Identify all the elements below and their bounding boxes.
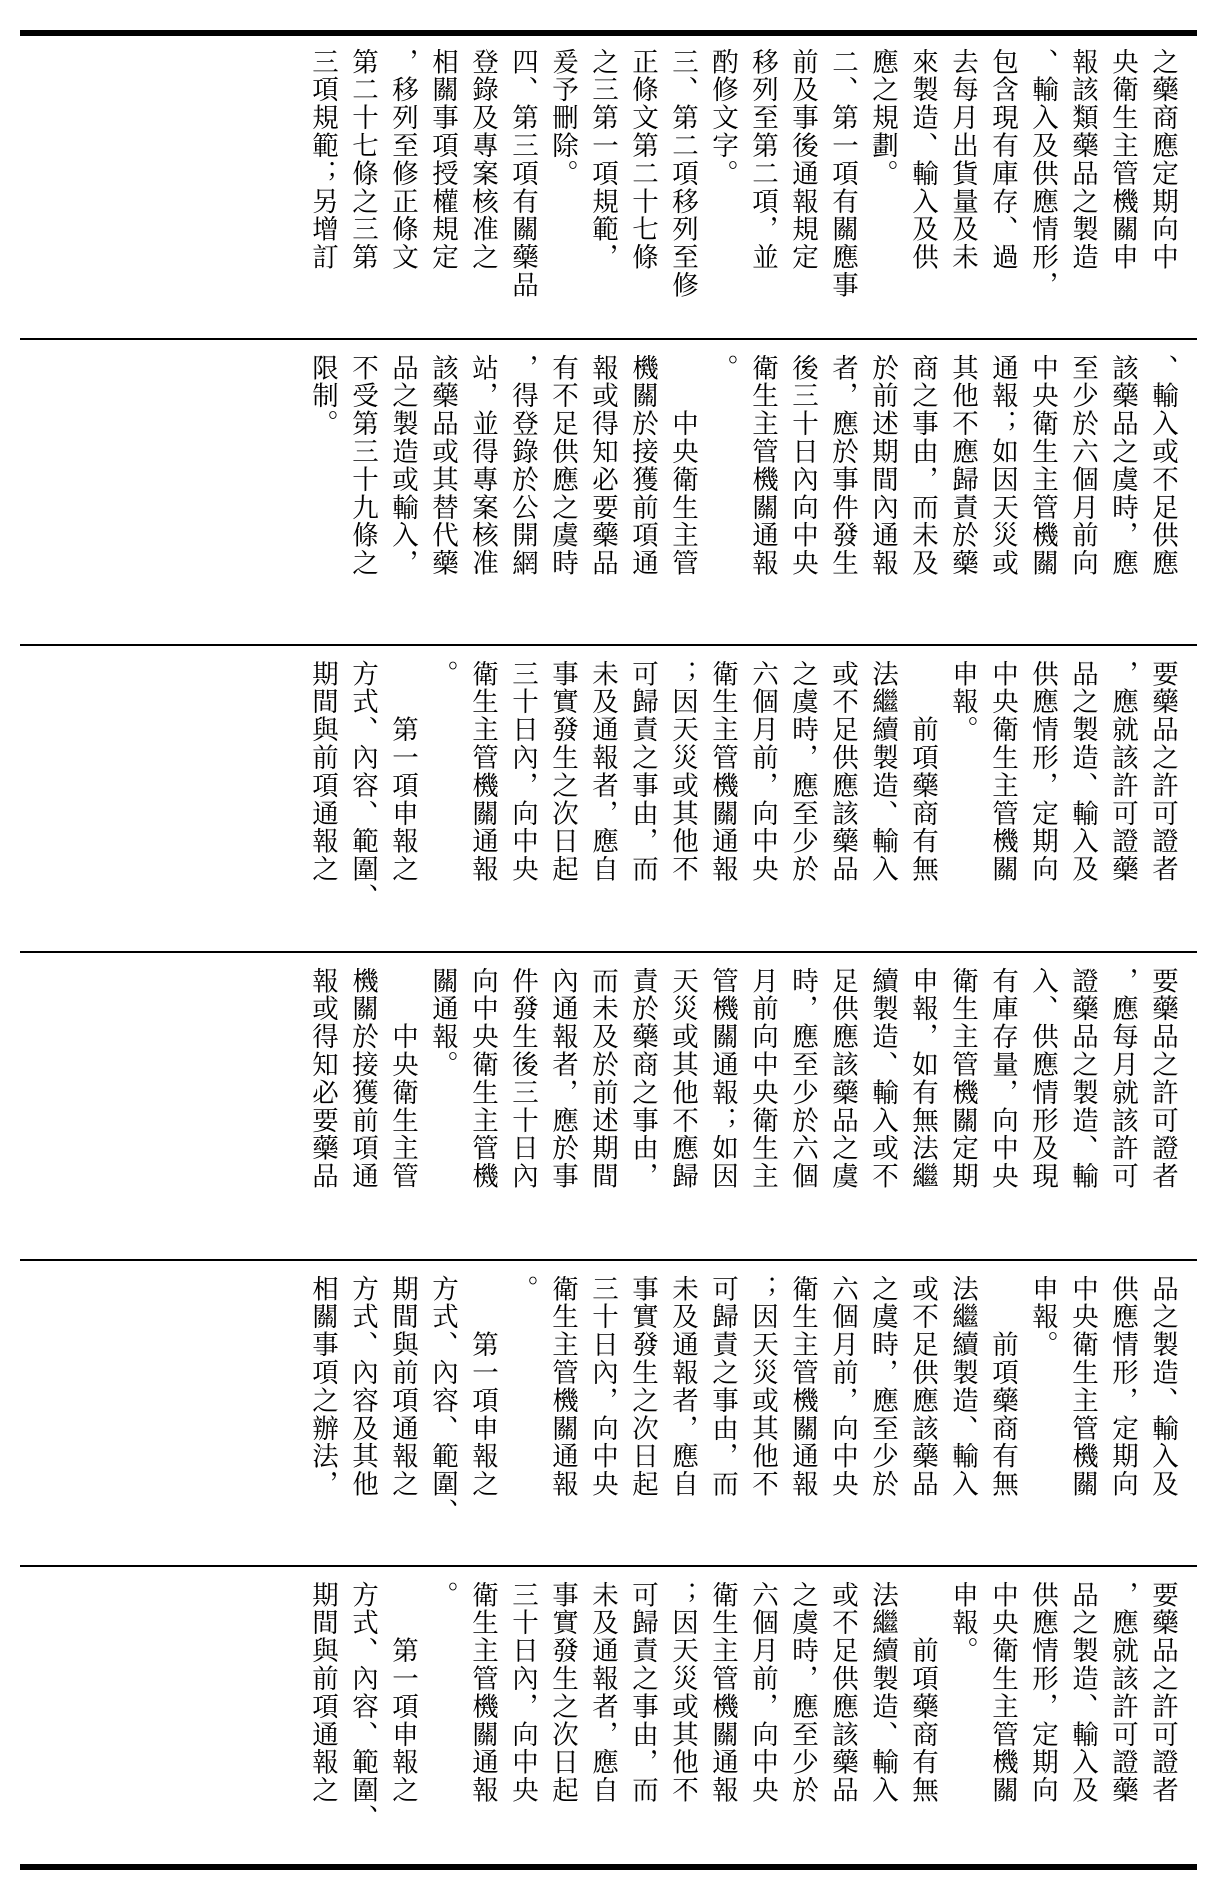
text-column: 其他不應歸責於藥 (947, 354, 978, 578)
text-column: 衛生主管機關通報 (707, 660, 738, 884)
text-column: ，應就該許可證藥 (1107, 660, 1138, 884)
text-column: 。 (507, 1275, 538, 1303)
text-column: 報該類藥品之製造 (1067, 48, 1098, 272)
band-text (302, 1275, 1182, 1560)
text-column: 方式、內容及其他 (347, 1275, 378, 1499)
text-column: 第一項申報之 (387, 660, 418, 884)
text-column: 或不足供應該藥品 (827, 1581, 858, 1805)
text-column: 第一項申報之 (467, 1275, 498, 1499)
text-column: 中央衛生主管機關 (1027, 354, 1058, 578)
text-column: 衛生主管機關通報 (787, 1275, 818, 1499)
text-column: 期間與前項通報之 (387, 1275, 418, 1499)
text-column: 件發生後三十日內 (507, 967, 538, 1191)
band-text (302, 1581, 1182, 1866)
document-page (20, 34, 1197, 1864)
text-band-4 (20, 953, 1197, 1258)
text-column: 央衛生主管機關申 (1107, 48, 1138, 272)
text-column: 應之規劃。 (867, 48, 898, 188)
text-column: 向中央衛生主管機 (467, 967, 498, 1191)
text-column: 前項藥商有無 (907, 1581, 938, 1805)
text-column: 限制。 (307, 354, 338, 438)
text-column: 衛生主管機關通報 (547, 1275, 578, 1499)
text-column: 至少於六個月前向 (1067, 354, 1098, 578)
text-column: 之三第一項規範， (587, 48, 618, 272)
text-column: 。 (427, 1581, 458, 1609)
band-text (302, 967, 1182, 1252)
text-column: 相關事項之辦法， (307, 1275, 338, 1499)
text-column: 酌修文字。 (707, 48, 738, 188)
text-column: 入、供應情形及現 (1027, 967, 1058, 1191)
text-column: 中央衛生主管機關 (987, 1581, 1018, 1805)
text-column: 六個月前，向中央 (747, 1581, 778, 1805)
text-column: 可歸責之事由，而 (627, 660, 658, 884)
text-column: 於前述期間內通報 (867, 354, 898, 578)
text-column: 、輸入及供應情形， (1027, 48, 1058, 300)
text-column: 責於藥商之事由， (627, 967, 658, 1191)
text-column: 中央衛生主管機關 (987, 660, 1018, 884)
text-column: 三十日內，向中央 (507, 660, 538, 884)
text-column: 正條文第二十七條 (627, 48, 658, 272)
text-column: 衛生主管機關通報 (467, 660, 498, 884)
text-column: 品之製造或輸入， (387, 354, 418, 578)
text-band-1 (20, 34, 1197, 339)
text-column: 供應情形，定期向 (1027, 1581, 1058, 1805)
text-column: 未及通報者，應自 (667, 1275, 698, 1499)
text-column: 事實發生之次日起 (547, 660, 578, 884)
text-column: ；因天災或其他不 (667, 1581, 698, 1805)
text-column: 通報；如因天災或 (987, 354, 1018, 578)
text-column: 相關事項授權規定 (427, 48, 458, 272)
text-column: 要藥品之許可證者 (1147, 660, 1178, 884)
text-column: ；因天災或其他不 (667, 660, 698, 884)
text-column: 三十日內，向中央 (587, 1275, 618, 1499)
text-column: 第二十七條之三第 (347, 48, 378, 272)
text-column: ，移列至修正條文 (387, 48, 418, 272)
text-column: 可歸責之事由，而 (707, 1275, 738, 1499)
text-band-2 (20, 340, 1197, 645)
text-column: 證藥品之製造、輸 (1067, 967, 1098, 1191)
text-column: 可歸責之事由，而 (627, 1581, 658, 1805)
text-column: 該藥品之虞時，應 (1107, 354, 1138, 578)
text-column: 報或得知必要藥品 (307, 967, 338, 1191)
text-column: 爰予刪除。 (547, 48, 578, 188)
text-column: 方式、內容、範圍、 (347, 660, 378, 912)
text-column: ，應每月就該許可 (1107, 967, 1138, 1191)
text-column: 中央衛生主管機關 (1067, 1275, 1098, 1499)
text-band-3 (20, 646, 1197, 951)
text-column: 或不足供應該藥品 (907, 1275, 938, 1499)
text-column: 之虞時，應至少於 (867, 1275, 898, 1499)
text-column: 第一項申報之 (387, 1581, 418, 1805)
text-column: ，應就該許可證藥 (1107, 1581, 1138, 1805)
text-column: 申報，如有無法繼 (907, 967, 938, 1191)
text-column: 商之事由，而未及 (907, 354, 938, 578)
text-column: 包含現有庫存、過 (987, 48, 1018, 272)
text-column: 期間與前項通報之 (307, 1581, 338, 1805)
text-column: ，得登錄於公開網 (507, 354, 538, 578)
text-column: 四、第三項有關藥品 (507, 48, 538, 300)
text-column: 法繼續製造、輸入 (867, 1581, 898, 1805)
text-column: 事實發生之次日起 (547, 1581, 578, 1805)
text-column: 。 (427, 660, 458, 688)
band-text (302, 48, 1182, 333)
text-column: 三、第二項移列至修 (667, 48, 698, 300)
text-column: 天災或其他不應歸 (667, 967, 698, 1191)
text-column: 、輸入或不足供應 (1147, 354, 1178, 578)
text-column: 管機關通報；如因 (707, 967, 738, 1191)
text-column: ；因天災或其他不 (747, 1275, 778, 1499)
text-column: 關通報。 (427, 967, 458, 1079)
text-column: 不受第三十九條之 (347, 354, 378, 578)
text-column: 有庫存量，向中央 (987, 967, 1018, 1191)
text-column: 有不足供應之虞時 (547, 354, 578, 578)
text-column: 方式、內容、範圍、 (347, 1581, 378, 1833)
text-column: 前及事後通報規定 (787, 48, 818, 272)
text-column: 。 (707, 354, 738, 382)
text-column: 之虞時，應至少於 (787, 1581, 818, 1805)
text-column: 之藥商應定期向中 (1147, 48, 1178, 272)
text-column: 前項藥商有無 (987, 1275, 1018, 1499)
text-column: 登錄及專案核准之 (467, 48, 498, 272)
text-column: 月前向中央衛生主 (747, 967, 778, 1191)
text-column: 二、第一項有關應事 (827, 48, 858, 300)
text-band-5 (20, 1261, 1197, 1566)
text-column: 要藥品之許可證者 (1147, 1581, 1178, 1805)
text-column: 法繼續製造、輸入 (947, 1275, 978, 1499)
text-column: 申報。 (947, 1581, 978, 1665)
text-column: 申報。 (947, 660, 978, 744)
text-column: 三十日內，向中央 (507, 1581, 538, 1805)
text-column: 報或得知必要藥品 (587, 354, 618, 578)
text-column: 六個月前，向中央 (747, 660, 778, 884)
text-column: 三項規範；另增訂 (307, 48, 338, 272)
text-column: 方式、內容、範圍、 (427, 1275, 458, 1527)
text-column: 後三十日內向中央 (787, 354, 818, 578)
text-column: 衛生主管機關通報 (467, 1581, 498, 1805)
text-column: 內通報者，應於事 (547, 967, 578, 1191)
text-column: 時，應至少於六個 (787, 967, 818, 1191)
text-column: 供應情形，定期向 (1107, 1275, 1138, 1499)
text-column: 衛生主管機關通報 (707, 1581, 738, 1805)
text-column: 品之製造、輸入及 (1067, 1581, 1098, 1805)
text-column: 要藥品之許可證者 (1147, 967, 1178, 1191)
text-column: 去每月出貨量及未 (947, 48, 978, 272)
text-column: 足供應該藥品之虞 (827, 967, 858, 1191)
text-column: 中央衛生主管 (667, 354, 698, 578)
text-column: 事實發生之次日起 (627, 1275, 658, 1499)
text-column: 續製造、輸入或不 (867, 967, 898, 1191)
text-column: 未及通報者，應自 (587, 1581, 618, 1805)
text-column: 者，應於事件發生 (827, 354, 858, 578)
text-column: 中央衛生主管 (387, 967, 418, 1191)
text-column: 法繼續製造、輸入 (867, 660, 898, 884)
text-column: 未及通報者，應自 (587, 660, 618, 884)
text-column: 或不足供應該藥品 (827, 660, 858, 884)
text-column: 來製造、輸入及供 (907, 48, 938, 272)
text-column: 品之製造、輸入及 (1067, 660, 1098, 884)
text-column: 衛生主管機關通報 (747, 354, 778, 578)
text-column: 申報。 (1027, 1275, 1058, 1359)
text-column: 六個月前，向中央 (827, 1275, 858, 1499)
text-band-6 (20, 1567, 1197, 1872)
text-column: 而未及於前述期間 (587, 967, 618, 1191)
text-column: 期間與前項通報之 (307, 660, 338, 884)
band-text (302, 354, 1182, 639)
text-column: 機關於接獲前項通 (627, 354, 658, 578)
text-column: 機關於接獲前項通 (347, 967, 378, 1191)
text-column: 供應情形，定期向 (1027, 660, 1058, 884)
band-text (302, 660, 1182, 945)
text-column: 站，並得專案核准 (467, 354, 498, 578)
text-column: 前項藥商有無 (907, 660, 938, 884)
text-column: 移列至第二項，並 (747, 48, 778, 272)
text-column: 該藥品或其替代藥 (427, 354, 458, 578)
text-column: 品之製造、輸入及 (1147, 1275, 1178, 1499)
text-column: 之虞時，應至少於 (787, 660, 818, 884)
text-column: 衛生主管機關定期 (947, 967, 978, 1191)
